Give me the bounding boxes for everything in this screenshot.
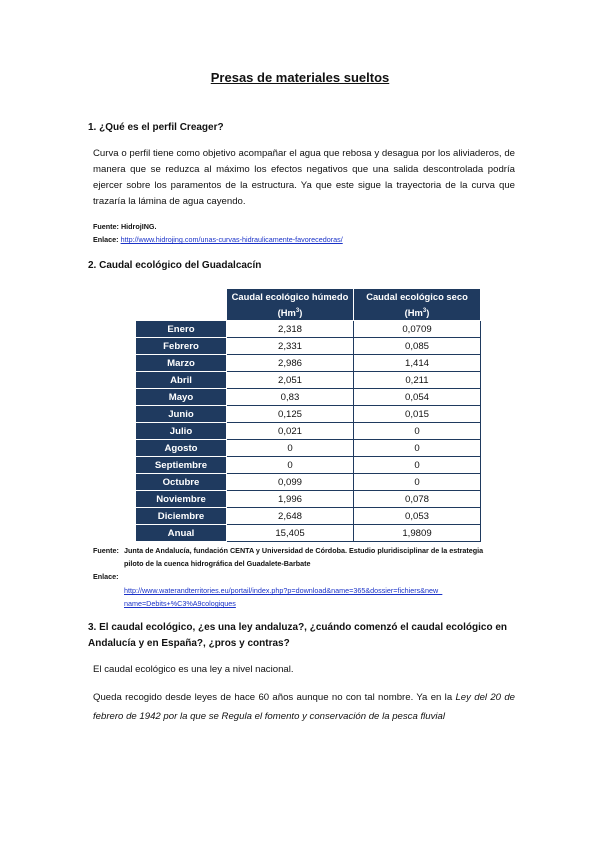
cell-dry: 0,0709 bbox=[354, 321, 481, 338]
section2-source-text2 bbox=[124, 559, 311, 568]
link-label: Enlace: bbox=[93, 572, 119, 581]
row-label: Septiembre bbox=[136, 457, 227, 474]
cell-wet: 15,405 bbox=[227, 525, 354, 542]
cell-dry: 0,078 bbox=[354, 491, 481, 508]
row-label: Anual bbox=[136, 525, 227, 542]
cell-wet: 0,125 bbox=[227, 406, 354, 423]
row-label: Marzo bbox=[136, 355, 227, 372]
cell-wet: 0,021 bbox=[227, 423, 354, 440]
section2-link-label bbox=[93, 572, 119, 581]
col-wet-unit: (Hm bbox=[277, 307, 296, 319]
caudal-table bbox=[135, 288, 481, 542]
table-row bbox=[136, 508, 481, 525]
cell-dry: 0 bbox=[354, 474, 481, 491]
row-label: Julio bbox=[136, 423, 227, 440]
cell-wet: 2,318 bbox=[227, 321, 354, 338]
table-row bbox=[136, 491, 481, 508]
col-dry-unit-exp: 3 bbox=[422, 308, 427, 314]
table-row bbox=[136, 474, 481, 491]
section1-paragraph: Curva o perfil tiene como objetivo acompañar el agua que rebosa y desagua por los aliviaderos, de manera que se reduzca al máximo los efectos negativos que una salida descontrolada podría ejercer sobre los paramentos de la estructura. Ya que este sigue la trayectoria de la curva que trazaría la lámina de agua cayendo. bbox=[93, 148, 515, 207]
cell-wet: 0 bbox=[227, 440, 354, 457]
section2-source-text bbox=[124, 546, 524, 555]
source-line2: piloto de la cuenca hidrográfica del Guadalete-Barbate bbox=[124, 559, 311, 568]
table-header-row bbox=[136, 289, 481, 321]
section3-paragraph2-italic: Ley del 20 de febrero de 1942 por la que se Regula el fomento y conservación de la pesca fluvial bbox=[93, 692, 515, 722]
cell-dry: 1,414 bbox=[354, 355, 481, 372]
section3-paragraph2 bbox=[93, 688, 515, 726]
cell-wet: 1,996 bbox=[227, 491, 354, 508]
cell-wet: 2,986 bbox=[227, 355, 354, 372]
col-wet-header bbox=[227, 289, 354, 321]
table-row bbox=[136, 525, 481, 542]
row-label: Febrero bbox=[136, 338, 227, 355]
row-label: Enero bbox=[136, 321, 227, 338]
page-title: Presas de materiales sueltos bbox=[210, 70, 390, 85]
row-label: Agosto bbox=[136, 440, 227, 457]
source-label: Fuente: bbox=[93, 222, 119, 231]
section3-heading-line1: 3. El caudal ecológico, ¿es una ley andaluza?, ¿cuándo comenzó el caudal ecológico en bbox=[88, 622, 507, 633]
section3-paragraph1: El caudal ecológico es una ley a nivel nacional. bbox=[93, 664, 294, 675]
row-label: Noviembre bbox=[136, 491, 227, 508]
section1-link-line bbox=[93, 235, 343, 244]
source-line1: Junta de Andalucía, fundación CENTA y Universidad de Córdoba. Estudio pluridisciplinar de la estrategia bbox=[124, 546, 484, 555]
section1-link[interactable]: http://www.hidrojing.com/unas-curvas-hidraulicamente-favorecedoras/ bbox=[120, 235, 343, 244]
row-label: Abril bbox=[136, 372, 227, 389]
cell-dry: 0,054 bbox=[354, 389, 481, 406]
source-label: Fuente: bbox=[93, 546, 119, 555]
cell-wet: 2,051 bbox=[227, 372, 354, 389]
cell-wet: 2,331 bbox=[227, 338, 354, 355]
table-corner bbox=[136, 289, 227, 321]
cell-dry: 0 bbox=[354, 457, 481, 474]
col-dry-title: Caudal ecológico seco bbox=[366, 291, 468, 302]
table-row bbox=[136, 338, 481, 355]
section2-heading: 2. Caudal ecológico del Guadalcacín bbox=[88, 260, 262, 271]
section2-link2[interactable] bbox=[124, 599, 236, 608]
table-row bbox=[136, 457, 481, 474]
cell-dry: 1,9809 bbox=[354, 525, 481, 542]
col-dry-unit-close: ) bbox=[426, 307, 430, 319]
cell-wet: 2,648 bbox=[227, 508, 354, 525]
section2-link-part1[interactable]: http://www.waterandterritories.eu/portail/index.php?p=download&name=365&dossier=fichiers&new_ bbox=[124, 586, 443, 595]
table-row bbox=[136, 423, 481, 440]
section3-paragraph2-plain: Queda recogido desde leyes de hace 60 años aunque no con tal nombre. Ya en la bbox=[93, 692, 456, 703]
section2-link-part2[interactable]: name=Debits+%C3%A9cologiques bbox=[124, 599, 236, 608]
table-row bbox=[136, 372, 481, 389]
cell-dry: 0,085 bbox=[354, 338, 481, 355]
table-row bbox=[136, 355, 481, 372]
table-row bbox=[136, 406, 481, 423]
cell-dry: 0 bbox=[354, 423, 481, 440]
col-wet-unit-close: ) bbox=[299, 307, 303, 319]
cell-dry: 0,211 bbox=[354, 372, 481, 389]
row-label: Octubre bbox=[136, 474, 227, 491]
row-label: Junio bbox=[136, 406, 227, 423]
row-label: Diciembre bbox=[136, 508, 227, 525]
cell-dry: 0,053 bbox=[354, 508, 481, 525]
link-label: Enlace: bbox=[93, 235, 119, 244]
col-wet-title: Caudal ecológico húmedo bbox=[231, 291, 349, 302]
col-dry-header bbox=[354, 289, 481, 321]
section2-source bbox=[93, 546, 119, 555]
table-row bbox=[136, 440, 481, 457]
cell-wet: 0,83 bbox=[227, 389, 354, 406]
section2-link1[interactable] bbox=[124, 586, 442, 595]
cell-dry: 0,015 bbox=[354, 406, 481, 423]
cell-wet: 0 bbox=[227, 457, 354, 474]
section3-heading-line2: Andalucía y en España?, ¿pros y contras? bbox=[88, 638, 290, 649]
section1-heading: 1. ¿Qué es el perfil Creager? bbox=[88, 122, 224, 133]
source-text: HidrojING. bbox=[120, 222, 157, 231]
section1-source bbox=[93, 222, 157, 231]
row-label: Mayo bbox=[136, 389, 227, 406]
col-wet-unit-exp: 3 bbox=[295, 308, 300, 314]
col-dry-unit: (Hm bbox=[404, 307, 423, 319]
table-row bbox=[136, 321, 481, 338]
cell-wet: 0,099 bbox=[227, 474, 354, 491]
cell-dry: 0 bbox=[354, 440, 481, 457]
table-row bbox=[136, 389, 481, 406]
